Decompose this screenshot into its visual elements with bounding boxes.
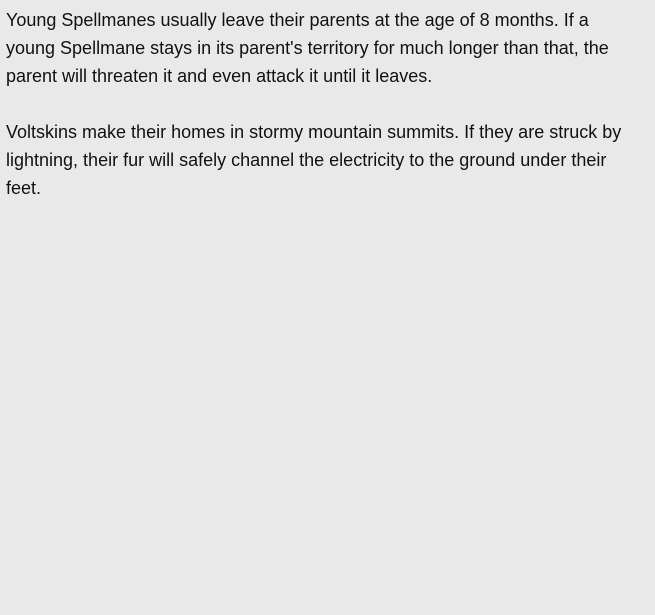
paragraph-spellmane: Young Spellmanes usually leave their parents at the age of 8 months. If a young Spellmane stays in its parent's territory for much longer than that, the parent will threaten it and even attack it until it leaves. xyxy=(6,10,609,86)
document-body xyxy=(0,0,655,202)
paragraph-voltskin: Voltskins make their homes in stormy mountain summits. If they are struck by lightning, their fur will safely channel the electricity to the ground under their feet. xyxy=(6,122,622,198)
